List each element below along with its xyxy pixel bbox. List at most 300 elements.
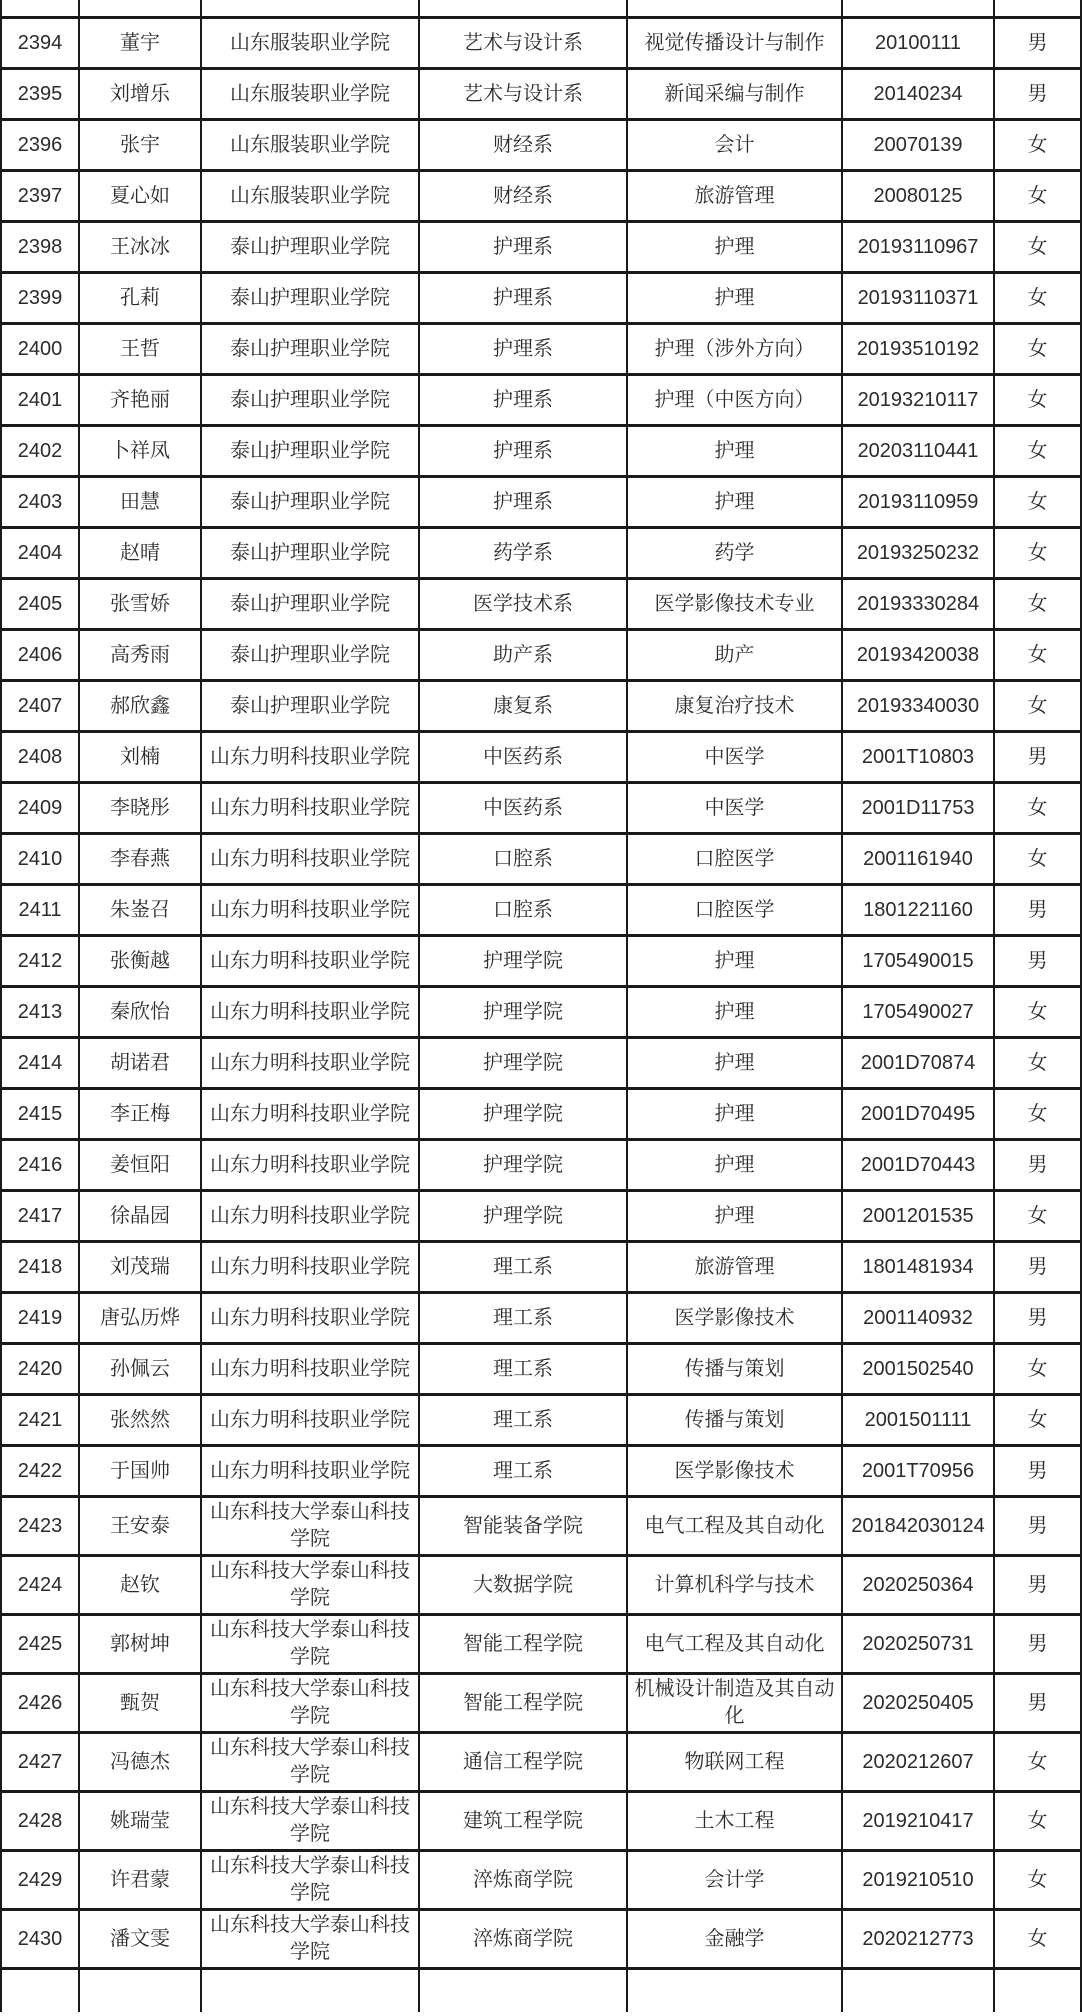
cell-department: 理工系: [419, 1395, 627, 1446]
cell-student_id: 2019210417: [842, 1792, 994, 1851]
cell-gender: 男: [994, 936, 1081, 987]
cell-gender: 女: [994, 528, 1081, 579]
cell-department: 理工系: [419, 1293, 627, 1344]
cell-department: 艺术与设计系: [419, 69, 627, 120]
cell-name: 赵晴: [79, 528, 201, 579]
cell-school: 泰山护理职业学院: [201, 375, 419, 426]
cell-no: 2426: [1, 1674, 79, 1733]
table-row: [1, 426, 1081, 477]
cell-gender: 女: [994, 375, 1081, 426]
cell-school: 山东力明科技职业学院: [201, 1293, 419, 1344]
cell-gender: 女: [994, 681, 1081, 732]
cell-no: 2419: [1, 1293, 79, 1344]
cell-school: 山东力明科技职业学院: [201, 1038, 419, 1089]
table-row: [1, 1140, 1081, 1191]
cell-department: 护理学院: [419, 1140, 627, 1191]
cell-major: 康复治疗技术: [627, 681, 842, 732]
cell-empty: [994, 1969, 1081, 2013]
table-row: [1, 1395, 1081, 1446]
cell-name: 刘楠: [79, 732, 201, 783]
cell-name: 赵钦: [79, 1556, 201, 1615]
cell-student_id: 1801481934: [842, 1242, 994, 1293]
cell-major: 护理: [627, 222, 842, 273]
cell-gender: 女: [994, 1089, 1081, 1140]
cell-major: 口腔医学: [627, 885, 842, 936]
cell-student_id: 2001D70874: [842, 1038, 994, 1089]
cell-gender: 男: [994, 885, 1081, 936]
cell-gender: 女: [994, 171, 1081, 222]
table-row: [1, 528, 1081, 579]
cell-school: 山东力明科技职业学院: [201, 987, 419, 1038]
cell-school: 山东服装职业学院: [201, 18, 419, 69]
table-row: [1, 681, 1081, 732]
table-row: [1, 273, 1081, 324]
cell-department: 护理学院: [419, 1191, 627, 1242]
table-row: [1, 1038, 1081, 1089]
cell-name: 胡诺君: [79, 1038, 201, 1089]
cell-gender: 女: [994, 987, 1081, 1038]
cell-name: 于国帅: [79, 1446, 201, 1497]
cell-no: 2397: [1, 171, 79, 222]
cell-department: 护理系: [419, 222, 627, 273]
cell-name: 刘增乐: [79, 69, 201, 120]
cell-empty: [79, 0, 201, 18]
cell-major: 护理: [627, 936, 842, 987]
partial-row-bottom: [1, 1969, 1081, 2013]
cell-major: 医学影像技术专业: [627, 579, 842, 630]
partial-row-top: [1, 0, 1081, 18]
cell-student_id: 2001201535: [842, 1191, 994, 1242]
cell-department: 大数据学院: [419, 1556, 627, 1615]
cell-student_id: 2001T10803: [842, 732, 994, 783]
cell-school: 山东科技大学泰山科技学院: [201, 1556, 419, 1615]
cell-name: 张然然: [79, 1395, 201, 1446]
cell-no: 2416: [1, 1140, 79, 1191]
table-row: [1, 987, 1081, 1038]
cell-student_id: 2020212773: [842, 1910, 994, 1969]
table-row: [1, 1556, 1081, 1615]
cell-gender: 男: [994, 18, 1081, 69]
cell-major: 电气工程及其自动化: [627, 1615, 842, 1674]
cell-no: 2423: [1, 1497, 79, 1556]
cell-student_id: 20203110441: [842, 426, 994, 477]
cell-student_id: 2001D70443: [842, 1140, 994, 1191]
cell-major: 护理: [627, 273, 842, 324]
cell-no: 2420: [1, 1344, 79, 1395]
cell-school: 泰山护理职业学院: [201, 630, 419, 681]
cell-department: 医学技术系: [419, 579, 627, 630]
cell-gender: 男: [994, 1674, 1081, 1733]
cell-name: 王哲: [79, 324, 201, 375]
cell-department: 淬炼商学院: [419, 1851, 627, 1910]
cell-gender: 女: [994, 630, 1081, 681]
cell-no: 2395: [1, 69, 79, 120]
cell-department: 护理学院: [419, 1089, 627, 1140]
cell-student_id: 2001502540: [842, 1344, 994, 1395]
table-row: [1, 324, 1081, 375]
cell-no: 2404: [1, 528, 79, 579]
cell-empty: [1, 1969, 79, 2013]
cell-name: 卜祥凤: [79, 426, 201, 477]
cell-gender: 女: [994, 579, 1081, 630]
cell-major: 护理: [627, 477, 842, 528]
table-row: [1, 69, 1081, 120]
cell-gender: 男: [994, 1293, 1081, 1344]
cell-major: 传播与策划: [627, 1395, 842, 1446]
cell-department: 智能装备学院: [419, 1497, 627, 1556]
cell-gender: 女: [994, 1910, 1081, 1969]
cell-student_id: 2020250731: [842, 1615, 994, 1674]
cell-major: 护理（中医方向）: [627, 375, 842, 426]
cell-department: 护理系: [419, 426, 627, 477]
cell-no: 2428: [1, 1792, 79, 1851]
cell-gender: 女: [994, 426, 1081, 477]
cell-name: 齐艳丽: [79, 375, 201, 426]
cell-no: 2425: [1, 1615, 79, 1674]
cell-empty: [627, 1969, 842, 2013]
cell-school: 山东科技大学泰山科技学院: [201, 1910, 419, 1969]
cell-department: 药学系: [419, 528, 627, 579]
cell-department: 通信工程学院: [419, 1733, 627, 1792]
cell-empty: [627, 0, 842, 18]
cell-gender: 男: [994, 1140, 1081, 1191]
cell-school: 山东力明科技职业学院: [201, 834, 419, 885]
cell-no: 2414: [1, 1038, 79, 1089]
table-row: [1, 1446, 1081, 1497]
cell-major: 助产: [627, 630, 842, 681]
cell-no: 2421: [1, 1395, 79, 1446]
cell-no: 2417: [1, 1191, 79, 1242]
cell-gender: 女: [994, 477, 1081, 528]
cell-no: 2424: [1, 1556, 79, 1615]
cell-no: 2401: [1, 375, 79, 426]
table-row: [1, 732, 1081, 783]
cell-school: 山东力明科技职业学院: [201, 1089, 419, 1140]
cell-department: 中医药系: [419, 732, 627, 783]
cell-student_id: 2001140932: [842, 1293, 994, 1344]
cell-school: 山东服装职业学院: [201, 120, 419, 171]
cell-no: 2406: [1, 630, 79, 681]
cell-student_id: 20100111: [842, 18, 994, 69]
cell-no: 2429: [1, 1851, 79, 1910]
cell-no: 2418: [1, 1242, 79, 1293]
cell-empty: [79, 1969, 201, 2013]
cell-major: 会计: [627, 120, 842, 171]
cell-gender: 女: [994, 324, 1081, 375]
cell-student_id: 1705490027: [842, 987, 994, 1038]
table-row: [1, 120, 1081, 171]
cell-major: 金融学: [627, 1910, 842, 1969]
table-row: [1, 1293, 1081, 1344]
cell-empty: [201, 1969, 419, 2013]
cell-department: 建筑工程学院: [419, 1792, 627, 1851]
table-row: [1, 936, 1081, 987]
cell-name: 刘茂瑞: [79, 1242, 201, 1293]
cell-no: 2400: [1, 324, 79, 375]
cell-no: 2403: [1, 477, 79, 528]
cell-department: 口腔系: [419, 834, 627, 885]
cell-student_id: 20193110967: [842, 222, 994, 273]
cell-school: 泰山护理职业学院: [201, 426, 419, 477]
cell-gender: 女: [994, 834, 1081, 885]
cell-name: 冯德杰: [79, 1733, 201, 1792]
cell-department: 护理学院: [419, 936, 627, 987]
cell-major: 旅游管理: [627, 1242, 842, 1293]
cell-student_id: 20193110371: [842, 273, 994, 324]
cell-school: 山东力明科技职业学院: [201, 1446, 419, 1497]
cell-student_id: 20193340030: [842, 681, 994, 732]
cell-name: 孙佩云: [79, 1344, 201, 1395]
table-row: [1, 477, 1081, 528]
cell-gender: 女: [994, 1395, 1081, 1446]
cell-major: 电气工程及其自动化: [627, 1497, 842, 1556]
cell-major: 护理: [627, 1089, 842, 1140]
cell-department: 护理系: [419, 477, 627, 528]
table-body: [1, 0, 1081, 2012]
cell-school: 山东科技大学泰山科技学院: [201, 1792, 419, 1851]
cell-student_id: 20193330284: [842, 579, 994, 630]
cell-department: 财经系: [419, 120, 627, 171]
cell-major: 视觉传播设计与制作: [627, 18, 842, 69]
cell-major: 计算机科学与技术: [627, 1556, 842, 1615]
cell-name: 王安泰: [79, 1497, 201, 1556]
cell-name: 姚瑞莹: [79, 1792, 201, 1851]
cell-department: 艺术与设计系: [419, 18, 627, 69]
cell-no: 2413: [1, 987, 79, 1038]
table-row: [1, 1851, 1081, 1910]
cell-major: 土木工程: [627, 1792, 842, 1851]
cell-name: 秦欣怡: [79, 987, 201, 1038]
cell-no: 2427: [1, 1733, 79, 1792]
cell-name: 孔莉: [79, 273, 201, 324]
cell-no: 2422: [1, 1446, 79, 1497]
cell-empty: [419, 0, 627, 18]
cell-department: 护理系: [419, 324, 627, 375]
table-row: [1, 1344, 1081, 1395]
cell-empty: [994, 0, 1081, 18]
cell-student_id: 20193510192: [842, 324, 994, 375]
cell-gender: 男: [994, 1446, 1081, 1497]
cell-major: 药学: [627, 528, 842, 579]
cell-empty: [842, 0, 994, 18]
cell-no: 2405: [1, 579, 79, 630]
cell-name: 李正梅: [79, 1089, 201, 1140]
cell-name: 李晓彤: [79, 783, 201, 834]
cell-name: 李春燕: [79, 834, 201, 885]
cell-no: 2408: [1, 732, 79, 783]
cell-department: 护理学院: [419, 1038, 627, 1089]
table-row: [1, 885, 1081, 936]
cell-school: 山东力明科技职业学院: [201, 1395, 419, 1446]
cell-department: 理工系: [419, 1446, 627, 1497]
table-row: [1, 579, 1081, 630]
cell-name: 董宇: [79, 18, 201, 69]
table-row: [1, 783, 1081, 834]
cell-name: 唐弘历烨: [79, 1293, 201, 1344]
cell-student_id: 2020250364: [842, 1556, 994, 1615]
cell-empty: [1, 0, 79, 18]
cell-no: 2407: [1, 681, 79, 732]
cell-major: 新闻采编与制作: [627, 69, 842, 120]
cell-student_id: 20193210117: [842, 375, 994, 426]
cell-name: 姜恒阳: [79, 1140, 201, 1191]
cell-gender: 男: [994, 1497, 1081, 1556]
cell-major: 中医学: [627, 783, 842, 834]
cell-student_id: 1705490015: [842, 936, 994, 987]
cell-major: 护理: [627, 987, 842, 1038]
cell-gender: 女: [994, 222, 1081, 273]
cell-student_id: 20193420038: [842, 630, 994, 681]
cell-major: 护理: [627, 426, 842, 477]
cell-no: 2402: [1, 426, 79, 477]
cell-student_id: 2019210510: [842, 1851, 994, 1910]
cell-gender: 女: [994, 1792, 1081, 1851]
cell-major: 会计学: [627, 1851, 842, 1910]
cell-department: 护理系: [419, 273, 627, 324]
cell-department: 财经系: [419, 171, 627, 222]
cell-gender: 女: [994, 1038, 1081, 1089]
table-row: [1, 1497, 1081, 1556]
cell-student_id: 20070139: [842, 120, 994, 171]
cell-name: 徐晶园: [79, 1191, 201, 1242]
cell-gender: 女: [994, 1191, 1081, 1242]
cell-name: 高秀雨: [79, 630, 201, 681]
cell-school: 山东服装职业学院: [201, 171, 419, 222]
cell-student_id: 2001161940: [842, 834, 994, 885]
cell-gender: 女: [994, 1344, 1081, 1395]
cell-major: 中医学: [627, 732, 842, 783]
cell-student_id: 2001D70495: [842, 1089, 994, 1140]
cell-school: 泰山护理职业学院: [201, 324, 419, 375]
cell-no: 2411: [1, 885, 79, 936]
cell-school: 山东科技大学泰山科技学院: [201, 1615, 419, 1674]
cell-major: 传播与策划: [627, 1344, 842, 1395]
table-row: [1, 1089, 1081, 1140]
cell-department: 口腔系: [419, 885, 627, 936]
cell-name: 甄贺: [79, 1674, 201, 1733]
cell-school: 山东力明科技职业学院: [201, 936, 419, 987]
cell-gender: 男: [994, 1242, 1081, 1293]
cell-school: 泰山护理职业学院: [201, 222, 419, 273]
cell-school: 泰山护理职业学院: [201, 528, 419, 579]
cell-no: 2415: [1, 1089, 79, 1140]
cell-name: 许君蒙: [79, 1851, 201, 1910]
table-row: [1, 834, 1081, 885]
cell-name: 郝欣鑫: [79, 681, 201, 732]
cell-student_id: 20193110959: [842, 477, 994, 528]
table-row: [1, 1792, 1081, 1851]
cell-department: 智能工程学院: [419, 1674, 627, 1733]
cell-school: 泰山护理职业学院: [201, 477, 419, 528]
cell-empty: [842, 1969, 994, 2013]
cell-student_id: 20193250232: [842, 528, 994, 579]
cell-student_id: 201842030124: [842, 1497, 994, 1556]
cell-school: 泰山护理职业学院: [201, 681, 419, 732]
cell-school: 山东力明科技职业学院: [201, 1140, 419, 1191]
cell-no: 2430: [1, 1910, 79, 1969]
cell-major: 口腔医学: [627, 834, 842, 885]
cell-school: 山东科技大学泰山科技学院: [201, 1497, 419, 1556]
cell-empty: [201, 0, 419, 18]
cell-name: 田慧: [79, 477, 201, 528]
cell-gender: 男: [994, 732, 1081, 783]
cell-school: 山东力明科技职业学院: [201, 1242, 419, 1293]
cell-name: 张衡越: [79, 936, 201, 987]
table-row: [1, 1733, 1081, 1792]
cell-major: 机械设计制造及其自动化: [627, 1674, 842, 1733]
cell-name: 张宇: [79, 120, 201, 171]
cell-major: 护理（涉外方向）: [627, 324, 842, 375]
cell-gender: 男: [994, 1556, 1081, 1615]
table-row: [1, 18, 1081, 69]
cell-school: 山东科技大学泰山科技学院: [201, 1674, 419, 1733]
cell-major: 物联网工程: [627, 1733, 842, 1792]
table-row: [1, 222, 1081, 273]
cell-department: 护理系: [419, 375, 627, 426]
cell-department: 中医药系: [419, 783, 627, 834]
table-row: [1, 1191, 1081, 1242]
cell-name: 朱崟召: [79, 885, 201, 936]
cell-name: 夏心如: [79, 171, 201, 222]
cell-no: 2394: [1, 18, 79, 69]
cell-school: 泰山护理职业学院: [201, 579, 419, 630]
cell-gender: 男: [994, 69, 1081, 120]
cell-school: 山东力明科技职业学院: [201, 732, 419, 783]
cell-student_id: 2001T70956: [842, 1446, 994, 1497]
cell-empty: [419, 1969, 627, 2013]
cell-school: 山东力明科技职业学院: [201, 885, 419, 936]
cell-student_id: 2001D11753: [842, 783, 994, 834]
cell-major: 旅游管理: [627, 171, 842, 222]
cell-student_id: 2001501111: [842, 1395, 994, 1446]
cell-gender: 女: [994, 120, 1081, 171]
cell-name: 张雪娇: [79, 579, 201, 630]
cell-department: 淬炼商学院: [419, 1910, 627, 1969]
cell-major: 护理: [627, 1038, 842, 1089]
cell-gender: 女: [994, 1851, 1081, 1910]
cell-major: 护理: [627, 1191, 842, 1242]
cell-department: 康复系: [419, 681, 627, 732]
cell-name: 潘文雯: [79, 1910, 201, 1969]
cell-no: 2398: [1, 222, 79, 273]
table-row: [1, 375, 1081, 426]
cell-student_id: 20140234: [842, 69, 994, 120]
cell-school: 山东科技大学泰山科技学院: [201, 1851, 419, 1910]
cell-student_id: 20080125: [842, 171, 994, 222]
cell-major: 医学影像技术: [627, 1293, 842, 1344]
cell-name: 郭树坤: [79, 1615, 201, 1674]
cell-gender: 女: [994, 783, 1081, 834]
cell-no: 2410: [1, 834, 79, 885]
cell-gender: 女: [994, 273, 1081, 324]
cell-department: 理工系: [419, 1242, 627, 1293]
table-row: [1, 630, 1081, 681]
cell-name: 王冰冰: [79, 222, 201, 273]
cell-no: 2412: [1, 936, 79, 987]
cell-no: 2409: [1, 783, 79, 834]
cell-gender: 男: [994, 1615, 1081, 1674]
cell-school: 泰山护理职业学院: [201, 273, 419, 324]
cell-no: 2399: [1, 273, 79, 324]
cell-school: 山东力明科技职业学院: [201, 1191, 419, 1242]
cell-department: 理工系: [419, 1344, 627, 1395]
table-row: [1, 1615, 1081, 1674]
cell-department: 智能工程学院: [419, 1615, 627, 1674]
cell-student_id: 2020212607: [842, 1733, 994, 1792]
table-row: [1, 171, 1081, 222]
cell-school: 山东服装职业学院: [201, 69, 419, 120]
cell-student_id: 2020250405: [842, 1674, 994, 1733]
